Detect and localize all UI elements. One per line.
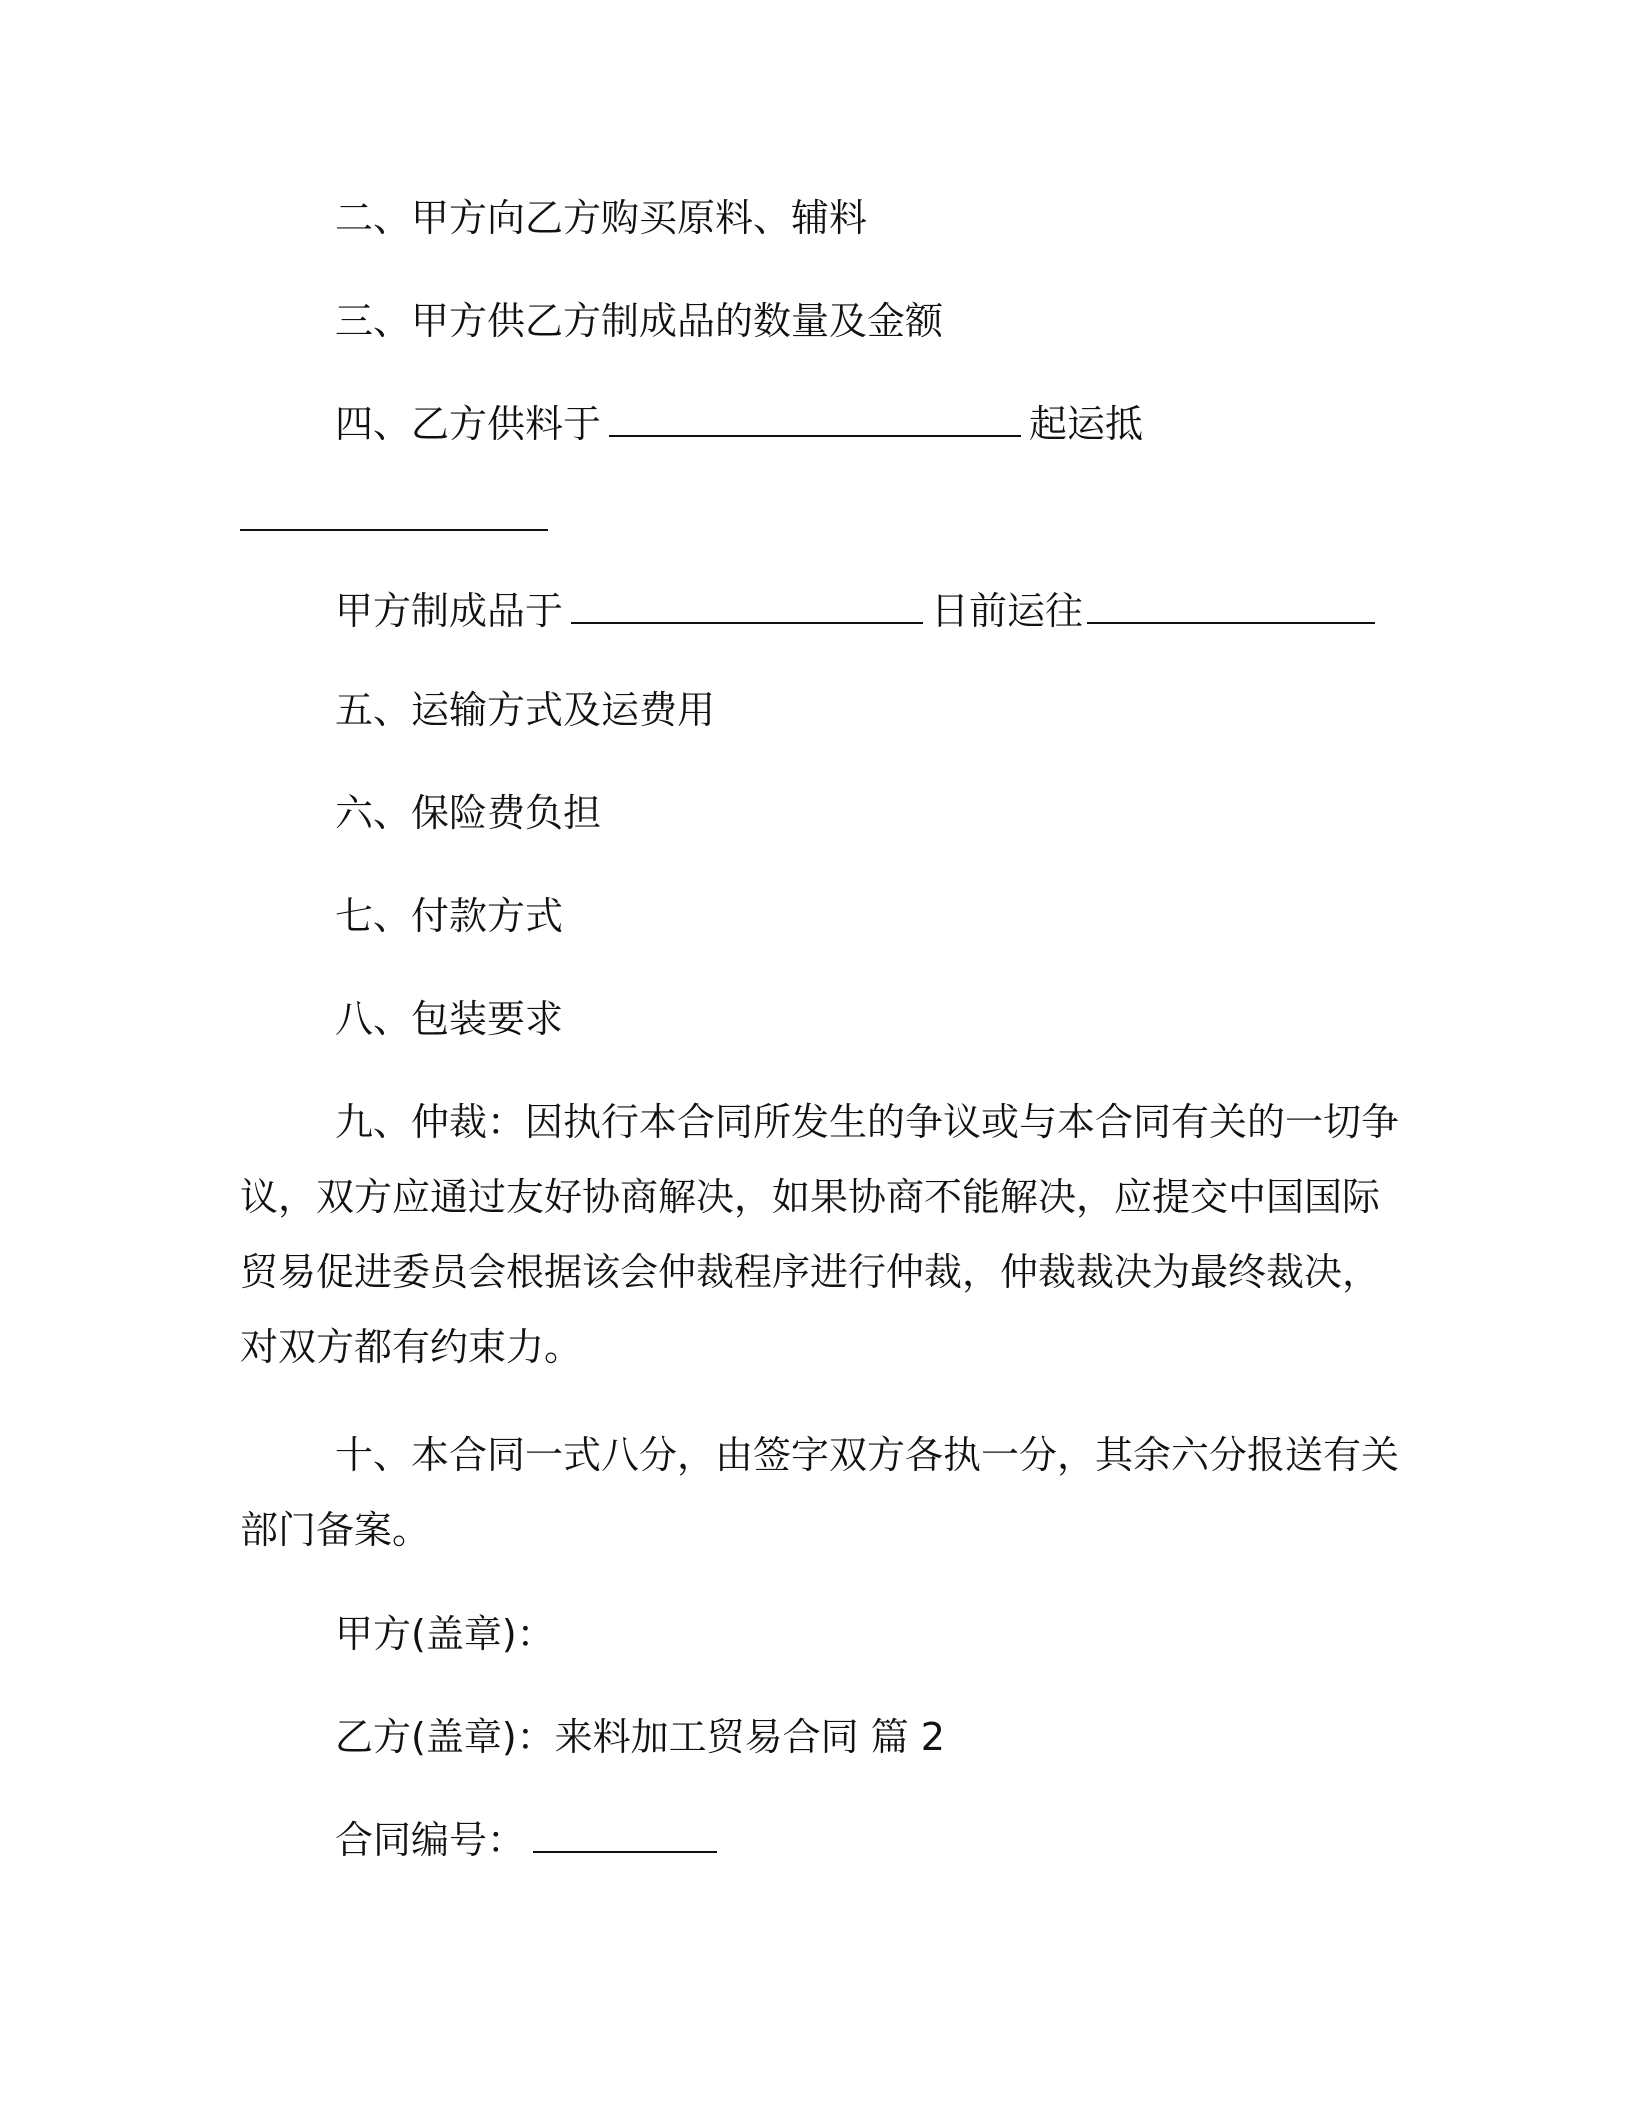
clause-2: 二、甲方向乙方购买原料、辅料 [335,196,868,240]
fill-blank-destination [240,493,548,531]
fill-blank-contract-number [533,1815,717,1853]
clause-10-line-2: 部门备案。 [240,1508,431,1552]
clause-4-prefix: 四、乙方供料于 [335,402,602,446]
clause-6: 六、保险费负担 [335,791,602,835]
clause-7: 七、付款方式 [335,894,564,938]
clause-4-middle: 起运抵 [1029,402,1144,446]
contract-number-line [335,1814,725,1866]
finished-goods-middle: 日前运往 [931,589,1084,633]
clause-4 [335,398,1143,450]
party-b-seal: 乙方(盖章)：来料加工贸易合同 篇 2 [335,1715,945,1759]
party-a-seal: 甲方(盖章)： [335,1612,555,1656]
finished-goods-prefix: 甲方制成品于 [335,589,564,633]
clause-5: 五、运输方式及运费用 [335,688,716,732]
fill-blank-shipto [1087,586,1375,624]
finished-goods-line [335,585,1383,637]
clause-9-line-2: 议，双方应通过友好协商解决，如果协商不能解决，应提交中国国际 [240,1175,1381,1219]
clause-9-line-4: 对双方都有约束力。 [240,1325,583,1369]
clause-4-continuation [240,492,556,544]
clause-3: 三、甲方供乙方制成品的数量及金额 [335,299,944,343]
fill-blank-date [571,586,923,624]
clause-8: 八、包装要求 [335,997,564,1041]
clause-9-line-1: 九、仲裁：因执行本合同所发生的争议或与本合同有关的一切争 [335,1100,1400,1144]
fill-blank-origin [609,399,1021,437]
clause-10-line-1: 十、本合同一式八分，由签字双方各执一分，其余六分报送有关 [335,1433,1400,1477]
clause-9-line-3: 贸易促进委员会根据该会仲裁程序进行仲裁，仲裁裁决为最终裁决， [240,1250,1381,1294]
contract-number-label: 合同编号： [335,1818,526,1862]
